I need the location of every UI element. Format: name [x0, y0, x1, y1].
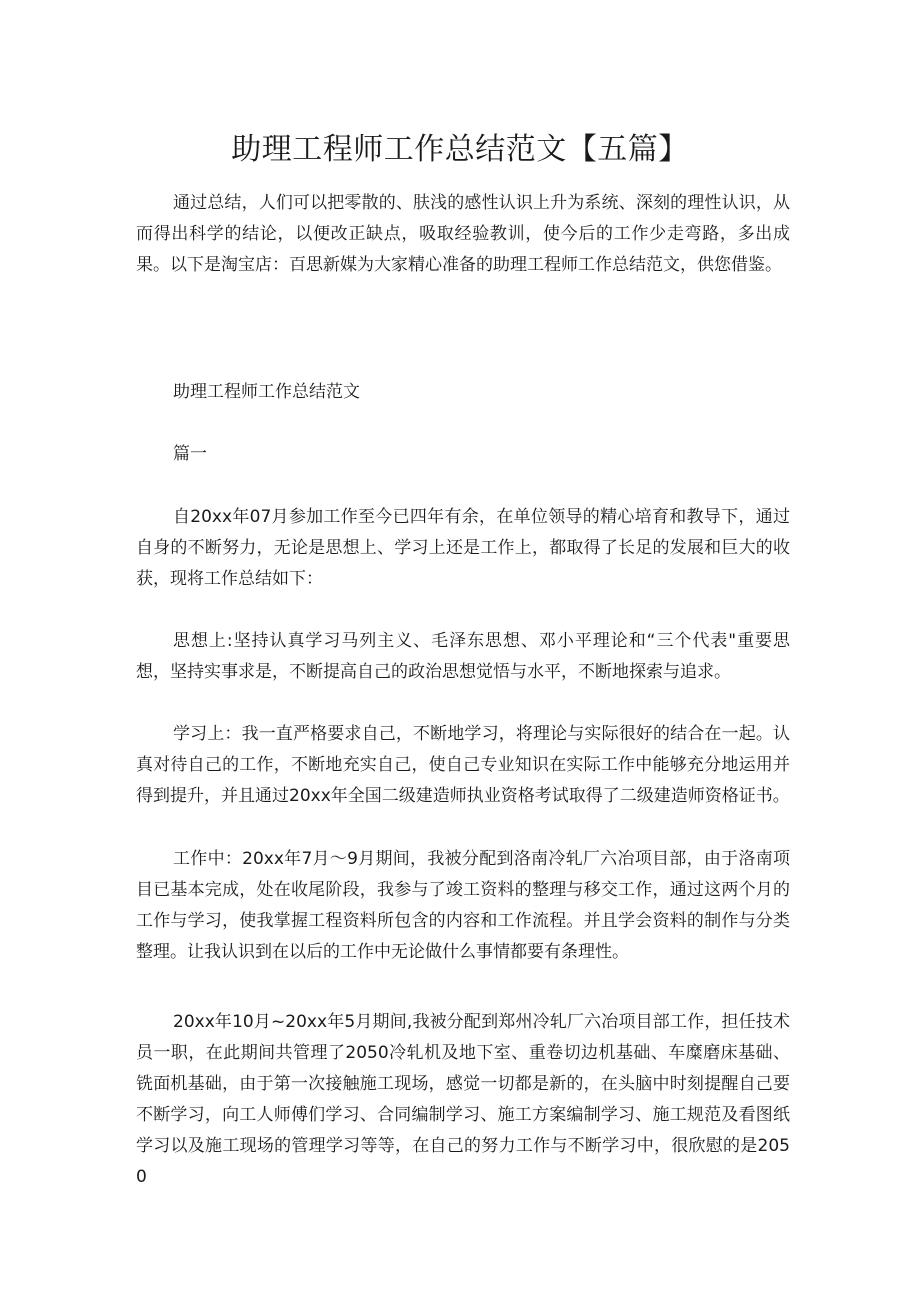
document-title: 助理工程师工作总结范文【五篇】 — [231, 132, 689, 167]
section-label: 篇一 — [173, 444, 207, 464]
body-paragraph: 学习上：我一直严格要求自己，不断地学习，将理论与实际很好的结合在一起。认真对待自己的工作，不断地充实自己，使自己专业知识在实际工作中能够充分地运用并得到提升，并且通过20xx年全国二级建造师执业资格考试取得了二级建造师资格证书。 — [136, 724, 790, 806]
intro-paragraph: 通过总结，人们可以把零散的、肤浅的感性认识上升为系统、深刻的理性认识，从而得出科学的结论，以便改正缺点，吸取经验教训，使今后的工作少走弯路，多出成果。以下是淘宝店：百思新媒为大家精心准备的助理工程师工作总结范文，供您借鉴。 — [136, 193, 790, 275]
body-paragraph: 思想上:坚持认真学习马列主义、毛泽东思想、邓小平理论和“三个代表"重要思想，坚持实事求是，不断提高自己的政治思想觉悟与水平，不断地探索与追求。 — [136, 631, 790, 682]
body-paragraph: 自20xx年07月参加工作至今已四年有余，在单位领导的精心培育和教导下，通过自身的不断努力，无论是思想上、学习上还是工作上，都取得了长足的发展和巨大的收获，现将工作总结如下： — [136, 507, 790, 589]
section-subtitle: 助理工程师工作总结范文 — [173, 382, 360, 402]
body-paragraph: 工作中：20xx年7月〜9月期间，我被分配到洛南冷轧厂六冶项目部，由于洛南项目已基本完成，处在收尾阶段，我参与了竣工资料的整理与移交工作，通过这两个月的工作与学习，使我掌握工程资料所包含的内容和工作流程。并且学会资料的制作与分类整理。让我认识到在以后的工作中无论做什么事情都要有条理性。 — [136, 849, 790, 962]
body-paragraph: 20xx年10月~20xx年5月期间,我被分配到郑州冷轧厂六冶项目部工作，担任技术员一职，在此期间共管理了2050冷轧机及地下室、重卷切边机基础、车糜磨床基础、铣面机基础，由于第一次接触施工现场，感觉一切都是新的，在头脑中时刻提醒自己要不断学习，向工人师傅们学习、合同编制学习、施工方案编制学习、施工规范及看图纸学习以及施工现场的管理学习等等，在自己的努力工作与不断学习中，很欣慰的是2050 — [136, 1012, 790, 1187]
